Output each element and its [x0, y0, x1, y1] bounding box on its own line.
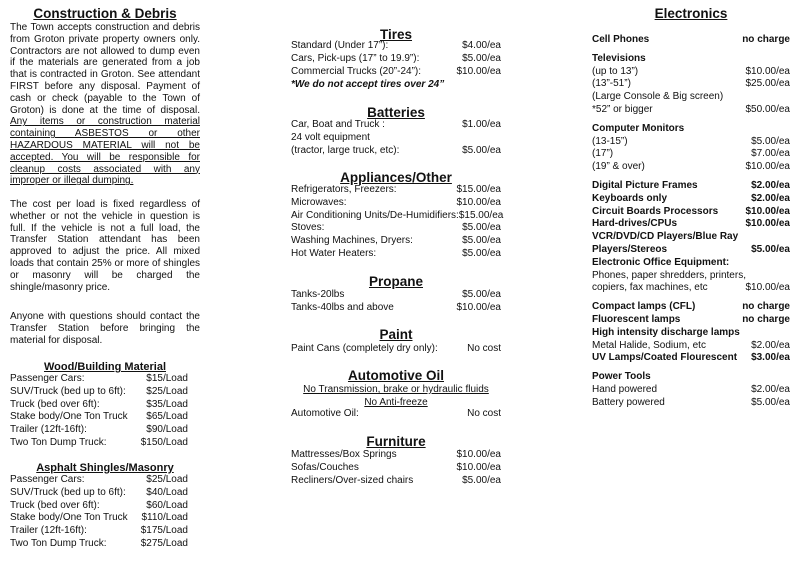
- asphalt-list: [10, 474, 188, 551]
- item-label: Power Tools: [592, 371, 651, 383]
- item-price: $10.00/ea: [745, 65, 790, 77]
- item-price: $60/Load: [146, 499, 188, 511]
- item-price: $10.00/ea: [745, 282, 790, 294]
- item-label: Microwaves:: [291, 196, 347, 208]
- item-label: Metal Halide, Sodium, etc: [592, 339, 706, 351]
- list-item: [592, 327, 790, 340]
- list-item: [291, 408, 501, 421]
- list-item: [592, 148, 790, 161]
- list-item: [592, 136, 790, 149]
- item-label: UV Lamps/Coated Flourescent: [592, 352, 738, 364]
- list-item: [592, 384, 790, 397]
- item-label: Recliners/Over-sized chairs: [291, 474, 414, 486]
- item-label: Truck (bed over 6ft):: [10, 398, 100, 410]
- item-label: Refrigerators, Freezers:: [291, 184, 397, 195]
- item-price: $15.00/ea: [456, 184, 501, 195]
- list-item: [592, 104, 790, 117]
- item-label: Fluorescent lamps: [592, 313, 681, 325]
- electronics-title: Electronics: [654, 6, 728, 21]
- furniture-title: Furniture: [366, 434, 426, 449]
- item-price: $5.00/ea: [462, 52, 501, 64]
- item-label: Air Conditioning Units/De-Humidifiers:: [291, 209, 459, 221]
- tires-title: Tires: [379, 27, 413, 42]
- item-price: $2.00/ea: [751, 383, 790, 395]
- item-price: $7.00/ea: [751, 148, 790, 160]
- item-label: SUV/Truck (bed up to 6ft):: [10, 486, 126, 498]
- item-price: $10.00/ea: [456, 196, 501, 208]
- item-label: Tanks-20lbs: [291, 289, 345, 300]
- item-price: $15.00/ea: [458, 209, 504, 221]
- list-item: [291, 343, 501, 356]
- item-label: Car, Boat and Truck :: [291, 119, 385, 130]
- item-price: $10.00/ea: [456, 65, 501, 77]
- item-label: Hand powered: [592, 383, 658, 395]
- item-price: $10.00/ea: [745, 205, 790, 217]
- item-label: Cars, Pick-ups (17” to 19.9”):: [291, 52, 420, 64]
- item-label: Truck (bed over 6ft):: [10, 499, 100, 511]
- item-label: 24 volt equipment: [291, 131, 370, 143]
- item-label: Passenger Cars:: [10, 373, 85, 384]
- list-item: [592, 340, 790, 353]
- list-item: [592, 397, 790, 410]
- item-label: Automotive Oil:: [291, 408, 359, 419]
- list-item: [10, 386, 188, 399]
- list-item: [592, 301, 790, 314]
- item-label: Stoves:: [291, 222, 325, 234]
- item-label: Keyboards only: [592, 192, 668, 204]
- list-item: [592, 78, 790, 91]
- list-item: [592, 244, 790, 257]
- item-label: Stake body/One Ton Truck: [10, 512, 128, 524]
- electronics-list: [592, 34, 790, 410]
- oil-list: [291, 408, 501, 421]
- list-item: [592, 161, 790, 174]
- item-price: $10.00/ea: [456, 449, 501, 460]
- item-label: Trailer (12ft-16ft):: [10, 424, 87, 436]
- item-price: $90/Load: [146, 424, 188, 436]
- item-label: Passenger Cars:: [10, 474, 85, 485]
- item-label: (17”): [592, 148, 614, 160]
- list-item: [10, 399, 188, 412]
- oil-note-1: No Transmission, brake or hydraulic fluids: [303, 384, 489, 395]
- list-item: [291, 248, 501, 261]
- item-price: $3.00/ea: [751, 352, 790, 364]
- item-price: $10.00/ea: [745, 218, 790, 230]
- list-item: [291, 475, 501, 488]
- item-label: Compact lamps (CFL): [592, 301, 696, 313]
- item-label: Tanks-40lbs and above: [291, 301, 394, 313]
- list-item: [10, 512, 188, 525]
- batteries-title: Batteries: [367, 105, 425, 120]
- list-item: [291, 222, 501, 235]
- item-price: $15/Load: [146, 373, 188, 384]
- item-label: Players/Stereos: [592, 243, 668, 255]
- item-label: Standard (Under 17”):: [291, 40, 389, 51]
- item-label: (up to 13”): [592, 65, 639, 77]
- item-price: $110/Load: [141, 512, 188, 524]
- item-label: Two Ton Dump Truck:: [10, 537, 107, 549]
- list-item: [291, 145, 501, 158]
- item-price: $65/Load: [146, 411, 188, 423]
- item-price: $5.00/ea: [462, 289, 501, 300]
- item-price: $2.00/ea: [751, 339, 790, 351]
- item-price: $25/Load: [146, 385, 188, 397]
- item-price: $2.00/ea: [751, 192, 790, 204]
- furniture-list: [291, 449, 501, 487]
- list-item: [592, 231, 790, 244]
- item-label: Circuit Boards Processors: [592, 205, 719, 217]
- item-price: $4.00/ea: [462, 40, 501, 51]
- list-item: [10, 373, 188, 386]
- item-label: (13-15”): [592, 135, 628, 147]
- list-item: [592, 34, 790, 47]
- item-label: (Large Console & Big screen): [592, 91, 724, 103]
- item-price: $5.00/ea: [751, 243, 790, 255]
- list-item: [10, 538, 188, 551]
- item-price: $2.00/ea: [751, 179, 790, 191]
- item-label: (13”-51”): [592, 78, 631, 90]
- list-item: [10, 474, 188, 487]
- list-item: [592, 91, 790, 104]
- item-price: $1.00/ea: [462, 119, 501, 130]
- list-item: [291, 66, 501, 79]
- item-label: Phones, paper shredders, printers,: [592, 269, 746, 281]
- asphalt-title: Asphalt Shingles/Masonry: [36, 462, 174, 474]
- item-label: Computer Monitors: [592, 122, 685, 134]
- propane-list: [291, 289, 501, 315]
- list-item: [592, 218, 790, 231]
- item-label: *52” or bigger: [592, 103, 653, 115]
- item-label: Trailer (12ft-16ft):: [10, 525, 87, 537]
- item-price: $50.00/ea: [745, 103, 790, 115]
- propane-title: Propane: [368, 274, 423, 289]
- list-item: [592, 270, 790, 283]
- item-price: $175/Load: [140, 525, 188, 537]
- item-price: $10.00/ea: [456, 461, 501, 473]
- item-label: Paint Cans (completely dry only):: [291, 343, 438, 354]
- item-label: Televisions: [592, 52, 646, 64]
- item-label: Electronic Office Equipment:: [592, 256, 730, 268]
- item-label: Digital Picture Frames: [592, 179, 698, 191]
- list-item: [291, 132, 501, 145]
- list-item: [592, 66, 790, 79]
- list-item: [291, 289, 501, 302]
- item-label: Hot Water Heaters:: [291, 247, 377, 259]
- item-label: Battery powered: [592, 396, 665, 408]
- item-price: $5.00/ea: [751, 135, 790, 147]
- construction-paragraph-3: Anyone with questions should contact the Transfer Station before bringing the material for disposal.: [10, 311, 200, 346]
- item-price: $10.00/ea: [456, 301, 501, 313]
- item-price: $35/Load: [146, 398, 188, 410]
- list-item: [10, 500, 188, 513]
- item-price: No cost: [467, 343, 501, 354]
- appliances-list: [291, 184, 504, 261]
- item-price: $5.00/ea: [462, 144, 501, 156]
- list-item: [291, 53, 501, 66]
- oil-title: Automotive Oil: [347, 368, 444, 383]
- wood-list: [10, 373, 188, 450]
- list-item: [291, 209, 504, 223]
- list-item: [291, 40, 501, 53]
- tires-note: *We do not accept tires over 24”: [291, 79, 445, 90]
- paint-title: Paint: [379, 327, 413, 342]
- batteries-list: [291, 119, 501, 157]
- item-price: no charge: [742, 301, 790, 313]
- item-label: Two Ton Dump Truck:: [10, 436, 107, 448]
- wood-title: Wood/Building Material: [43, 361, 166, 373]
- item-label: High intensity discharge lamps: [592, 326, 740, 338]
- item-price: $5.00/ea: [462, 235, 501, 247]
- list-item: [291, 119, 501, 132]
- item-price: no charge: [742, 313, 790, 325]
- item-label: Sofas/Couches: [291, 461, 359, 473]
- item-label: (tractor, large truck, etc):: [291, 144, 400, 156]
- list-item: [592, 123, 790, 136]
- item-price: No cost: [467, 408, 501, 419]
- list-item: [592, 314, 790, 327]
- list-item: [10, 424, 188, 437]
- item-label: Hard-drives/CPUs: [592, 218, 678, 230]
- item-price: $5.00/ea: [462, 247, 501, 259]
- item-label: Commercial Trucks (20”-24”):: [291, 65, 422, 77]
- item-price: $5.00/ea: [462, 222, 501, 234]
- item-price: $10.00/ea: [745, 161, 790, 173]
- list-item: [291, 197, 501, 210]
- tires-list: [291, 40, 501, 78]
- item-label: VCR/DVD/CD Players/Blue Ray: [592, 231, 739, 243]
- construction-paragraph-2: The cost per load is fixed regardless of whether or not the vehicle in question is full. If the vehicle is not a full load, the Transfer Station attendant has been approved to adjust the price. All mixed loads that contain 25% or more of shingles or masonry will be charged the shingle/masonry price.: [10, 199, 200, 293]
- item-label: copiers, fax machines, etc: [592, 282, 708, 294]
- list-item: [592, 257, 790, 270]
- item-label: (19” & over): [592, 161, 645, 173]
- list-item: [10, 437, 188, 450]
- item-label: Cell Phones: [592, 34, 650, 45]
- list-item: [592, 282, 790, 295]
- list-item: [10, 487, 188, 500]
- list-item: [291, 449, 501, 462]
- list-item: [291, 184, 501, 197]
- list-item: [291, 462, 501, 475]
- oil-note-2: No Anti-freeze: [364, 397, 428, 408]
- item-label: Stake body/One Ton Truck: [10, 411, 128, 423]
- list-item: [592, 53, 790, 66]
- list-item: [592, 371, 790, 384]
- item-label: SUV/Truck (bed up to 6ft):: [10, 385, 126, 397]
- construction-paragraph-1: [10, 22, 200, 187]
- list-item: [291, 302, 501, 315]
- list-item: [291, 235, 501, 248]
- list-item: [592, 193, 790, 206]
- item-price: $275/Load: [140, 537, 188, 549]
- item-price: $5.00/ea: [462, 474, 501, 486]
- item-label: Washing Machines, Dryers:: [291, 235, 413, 247]
- item-label: Mattresses/Box Springs: [291, 449, 397, 460]
- item-price: $25/Load: [146, 474, 188, 485]
- list-item: [592, 180, 790, 193]
- item-price: $25.00/ea: [745, 78, 790, 90]
- paint-list: [291, 343, 501, 356]
- list-item: [10, 411, 188, 424]
- asbestos-warning: Any items or construction material containing ASBESTOS or other HAZARDOUS MATERIAL will not be accepted. You will be responsible for cleanup costs associated with any improper or illegal dumping.: [10, 116, 200, 187]
- item-price: $5.00/ea: [751, 396, 790, 408]
- construction-title: Construction & Debris: [33, 6, 177, 21]
- item-price: $150/Load: [140, 436, 188, 448]
- item-price: $40/Load: [146, 486, 188, 498]
- appliances-title: Appliances/Other: [340, 170, 452, 185]
- item-price: no charge: [742, 34, 790, 45]
- list-item: [10, 525, 188, 538]
- construction-paragraph-1-text: The Town accepts construction and debris from Groton private property owners only. Contractors are not allowed to dump even if the materials are generated from a job that is contracted in Groton. See attendant FIRST before any disposal. Payment of cash or check (payable to the Town of Groton) is done at the time of disposal.: [10, 22, 200, 116]
- list-item: [592, 352, 790, 365]
- list-item: [592, 206, 790, 219]
